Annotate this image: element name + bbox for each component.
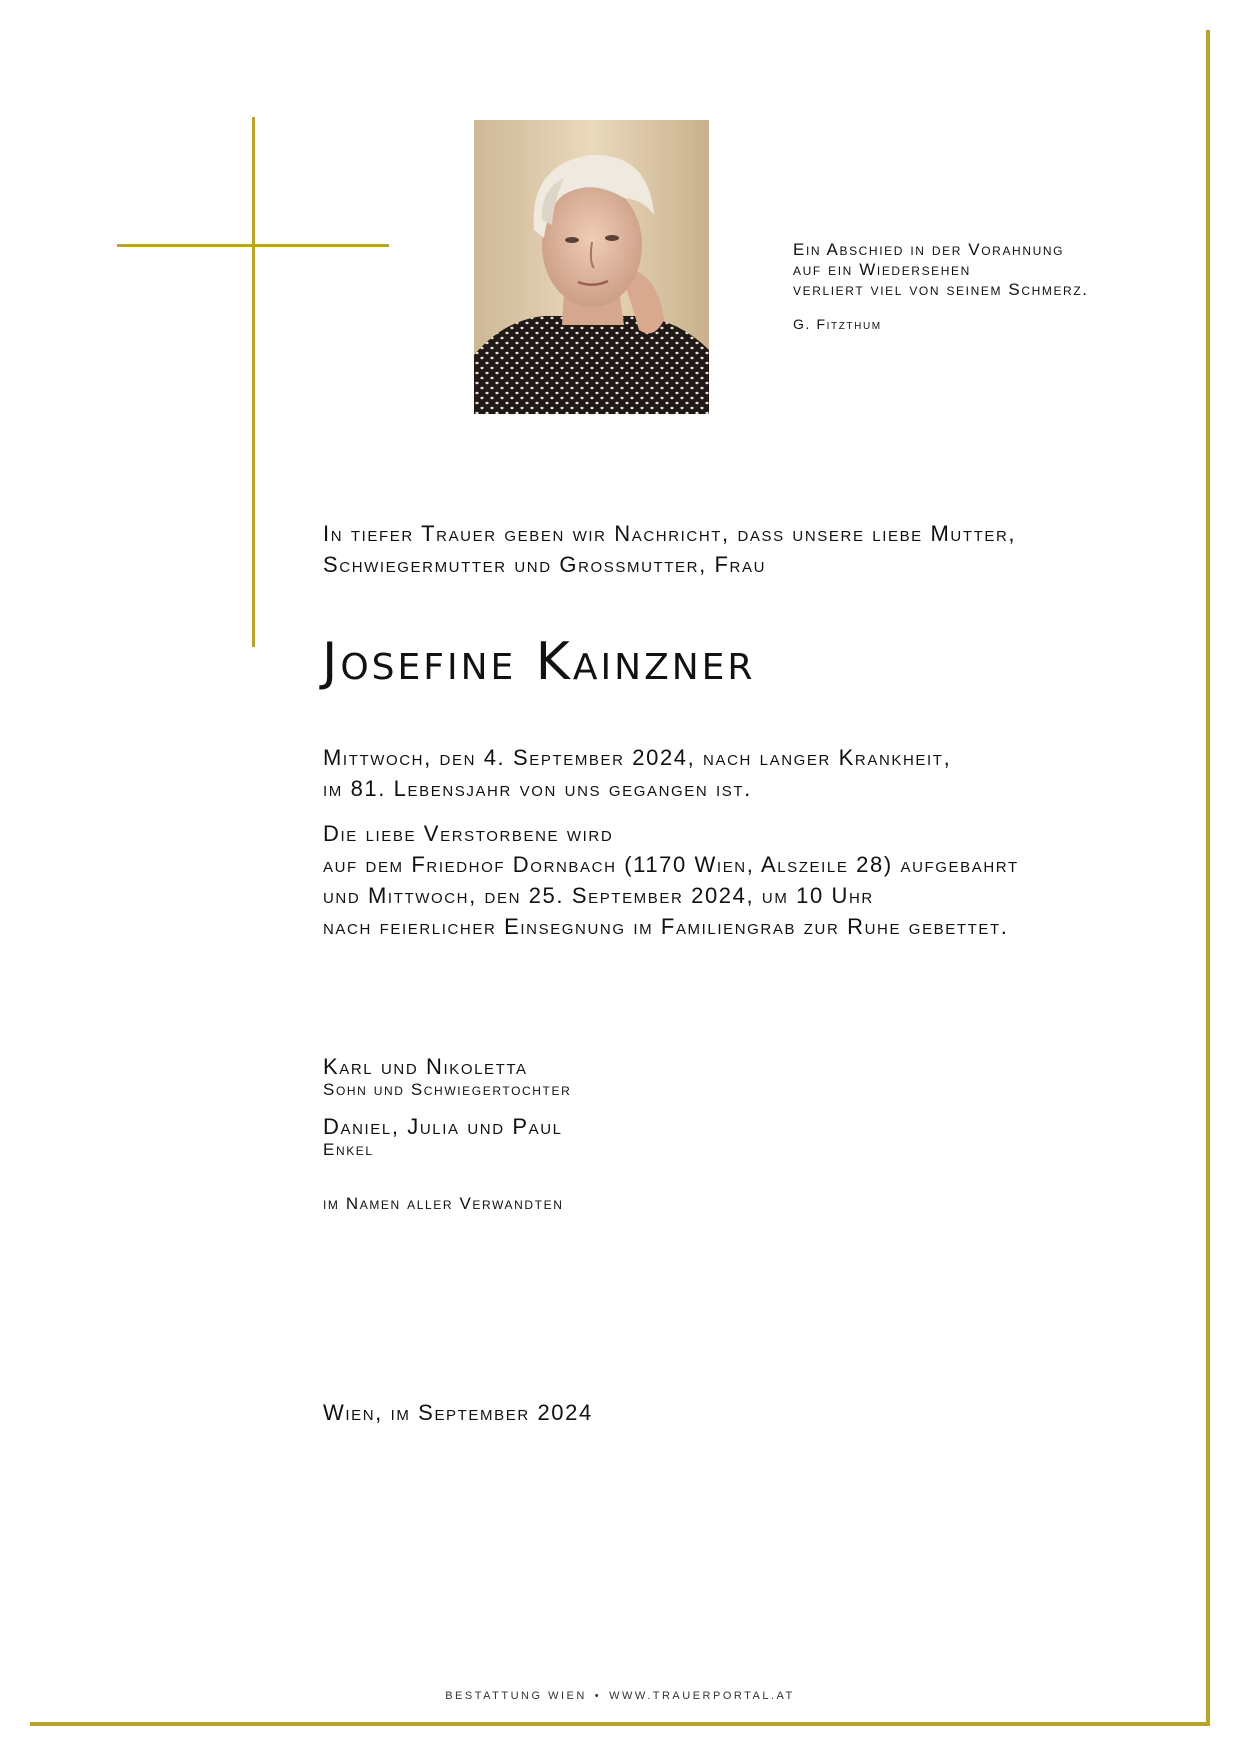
quote-author: G. Fitzthum xyxy=(793,316,882,332)
funeral-details xyxy=(323,818,1183,942)
quote-line: Ein Abschied in der Vorahnung xyxy=(793,240,1065,259)
mourner-names: Karl und Nikoletta xyxy=(323,1054,528,1079)
mourner-relation: Sohn und Schwiegertochter xyxy=(323,1080,572,1099)
intro-line: Schwiegermutter und Grossmutter, Frau xyxy=(323,552,767,577)
intro-text xyxy=(323,518,1183,580)
quote-line: verliert viel von seinem Schmerz. xyxy=(793,280,1089,299)
mourner-names: Daniel, Julia und Paul xyxy=(323,1114,563,1139)
mourner-group xyxy=(323,1054,923,1100)
mourner-relation: Enkel xyxy=(323,1140,374,1159)
footer-publisher: BESTATTUNG WIEN xyxy=(445,1690,587,1702)
funeral-line: nach feierlicher Einsegnung im Familiengrab zur Ruhe gebettet. xyxy=(323,914,1009,939)
death-notice-line: Mittwoch, den 4. September 2024, nach langer Krankheit, xyxy=(323,745,952,770)
cross-vertical-bar xyxy=(252,117,255,647)
cross-horizontal-bar xyxy=(117,244,389,247)
frame-bottom-border xyxy=(30,1722,1210,1726)
frame-right-border xyxy=(1206,30,1210,1726)
quote-line: auf ein Wiedersehen xyxy=(793,260,971,279)
death-notice xyxy=(323,742,1183,804)
relatives-line: im Namen aller Verwandten xyxy=(323,1194,564,1213)
funeral-line: Die liebe Verstorbene wird xyxy=(323,821,614,846)
funeral-line: und Mittwoch, den 25. September 2024, um 10 Uhr xyxy=(323,883,874,908)
funeral-line: auf dem Friedhof Dornbach (1170 Wien, Alszeile 28) aufgebahrt xyxy=(323,852,1019,877)
mourners-list xyxy=(323,1054,923,1174)
quote-block xyxy=(793,240,1193,334)
death-notice-line: im 81. Lebensjahr von uns gegangen ist. xyxy=(323,776,752,801)
place-date: Wien, im September 2024 xyxy=(323,1400,593,1425)
mourner-group xyxy=(323,1114,923,1160)
footer xyxy=(0,1690,1240,1702)
footer-website-link[interactable]: WWW.TRAUERPORTAL.AT xyxy=(609,1690,795,1702)
intro-line: In tiefer Trauer geben wir Nachricht, dass unsere liebe Mutter, xyxy=(323,521,1017,546)
portrait-photo xyxy=(474,120,709,414)
deceased-name: Josefine Kainzner xyxy=(322,632,756,692)
footer-separator: • xyxy=(594,1690,602,1702)
